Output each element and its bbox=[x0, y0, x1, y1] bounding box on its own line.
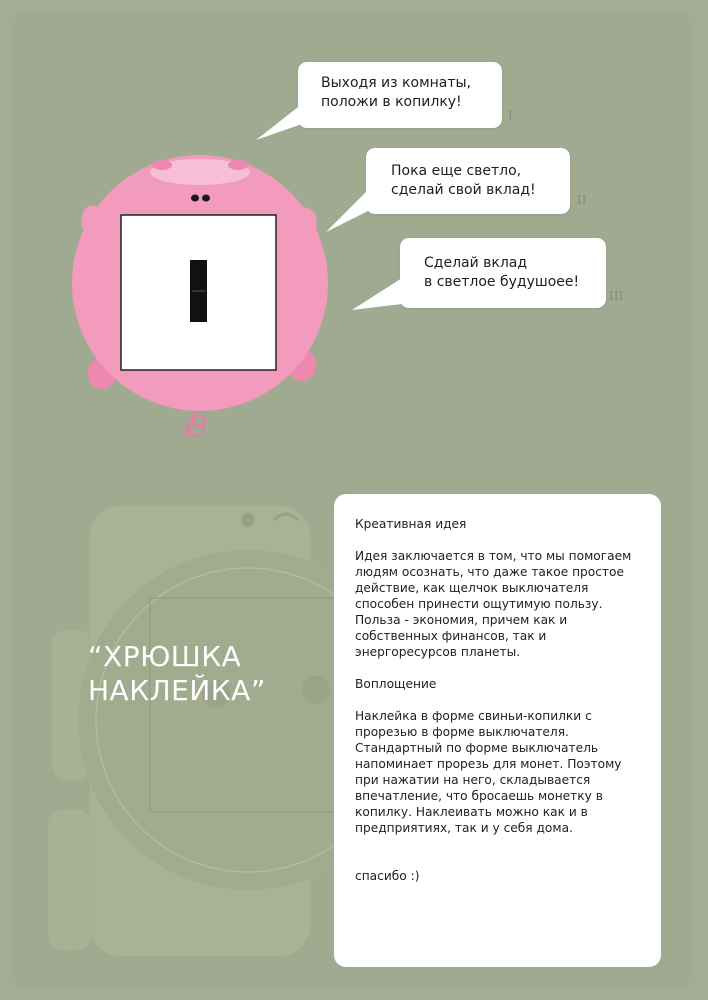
embodiment-line: предприятиях, так и у себя дома. bbox=[355, 821, 573, 835]
idea-line: людям осознать, что даже такое простое bbox=[355, 565, 624, 579]
embodiment-line: впечатление, что бросаешь монетку в bbox=[355, 789, 603, 803]
piggy-bank-switch-sticker bbox=[70, 155, 330, 455]
idea-line: собственных финансов, так и bbox=[355, 629, 547, 643]
idea-line: действие, как щелчок выключателя bbox=[355, 581, 589, 595]
speech-bubble-3 bbox=[400, 238, 606, 308]
embodiment-line: копилку. Наклеивать можно как и в bbox=[355, 805, 588, 819]
idea-line: Идея заключается в том, что мы помогаем bbox=[355, 549, 632, 563]
bubble-2-line-1: Пока еще светло, bbox=[391, 163, 522, 179]
title-line-2: НАКЛЕЙКА” bbox=[88, 674, 266, 707]
pig-left-eye bbox=[191, 195, 199, 202]
title-line-1: “ХРЮШКА bbox=[88, 640, 242, 673]
poster-title bbox=[88, 640, 266, 708]
bubble-1-line-2: положи в копилку! bbox=[321, 94, 462, 110]
bubble-3-line-2: в светлое будушоее! bbox=[424, 274, 580, 290]
idea-line: Польза - экономия, причем как и bbox=[355, 613, 568, 627]
description-card bbox=[334, 494, 661, 967]
heading-creative-idea: Креативная идея bbox=[355, 517, 467, 531]
speech-bubble-3-tail bbox=[352, 276, 406, 312]
pig-tail bbox=[186, 411, 206, 439]
embodiment-line: Стандартный по форме выключатель bbox=[355, 741, 599, 755]
speech-bubble-1 bbox=[298, 62, 502, 128]
thanks-text: спасибо :) bbox=[355, 869, 420, 883]
embodiment-line: напоминает прорезь для монет. Поэтому bbox=[355, 757, 622, 771]
idea-line: способен принести ощутимую пользу. bbox=[355, 597, 603, 611]
bubble-2-line-2: сделай свой вклад! bbox=[391, 182, 536, 198]
idea-line: энергоресурсов планеты. bbox=[355, 645, 521, 659]
numeral-2: II bbox=[577, 193, 587, 207]
numeral-3: III bbox=[609, 289, 624, 303]
speech-bubble-2-tail bbox=[326, 186, 374, 234]
pig-watermark-graphic bbox=[48, 490, 348, 970]
speech-bubble-1-tail bbox=[256, 100, 306, 142]
speech-bubble-2 bbox=[366, 148, 570, 214]
numeral-1: I bbox=[508, 108, 513, 122]
embodiment-line: Наклейка в форме свиньи-копилки с bbox=[355, 709, 592, 723]
bubble-3-line-1: Сделай вклад bbox=[424, 255, 528, 271]
heading-embodiment: Воплощение bbox=[355, 677, 437, 691]
embodiment-line: при нажатии на него, складывается bbox=[355, 773, 591, 787]
pig-right-eye bbox=[202, 195, 210, 202]
bubble-1-line-1: Выходя из комнаты, bbox=[321, 75, 472, 91]
embodiment-line: прорезью в форме выключателя. bbox=[355, 725, 569, 739]
